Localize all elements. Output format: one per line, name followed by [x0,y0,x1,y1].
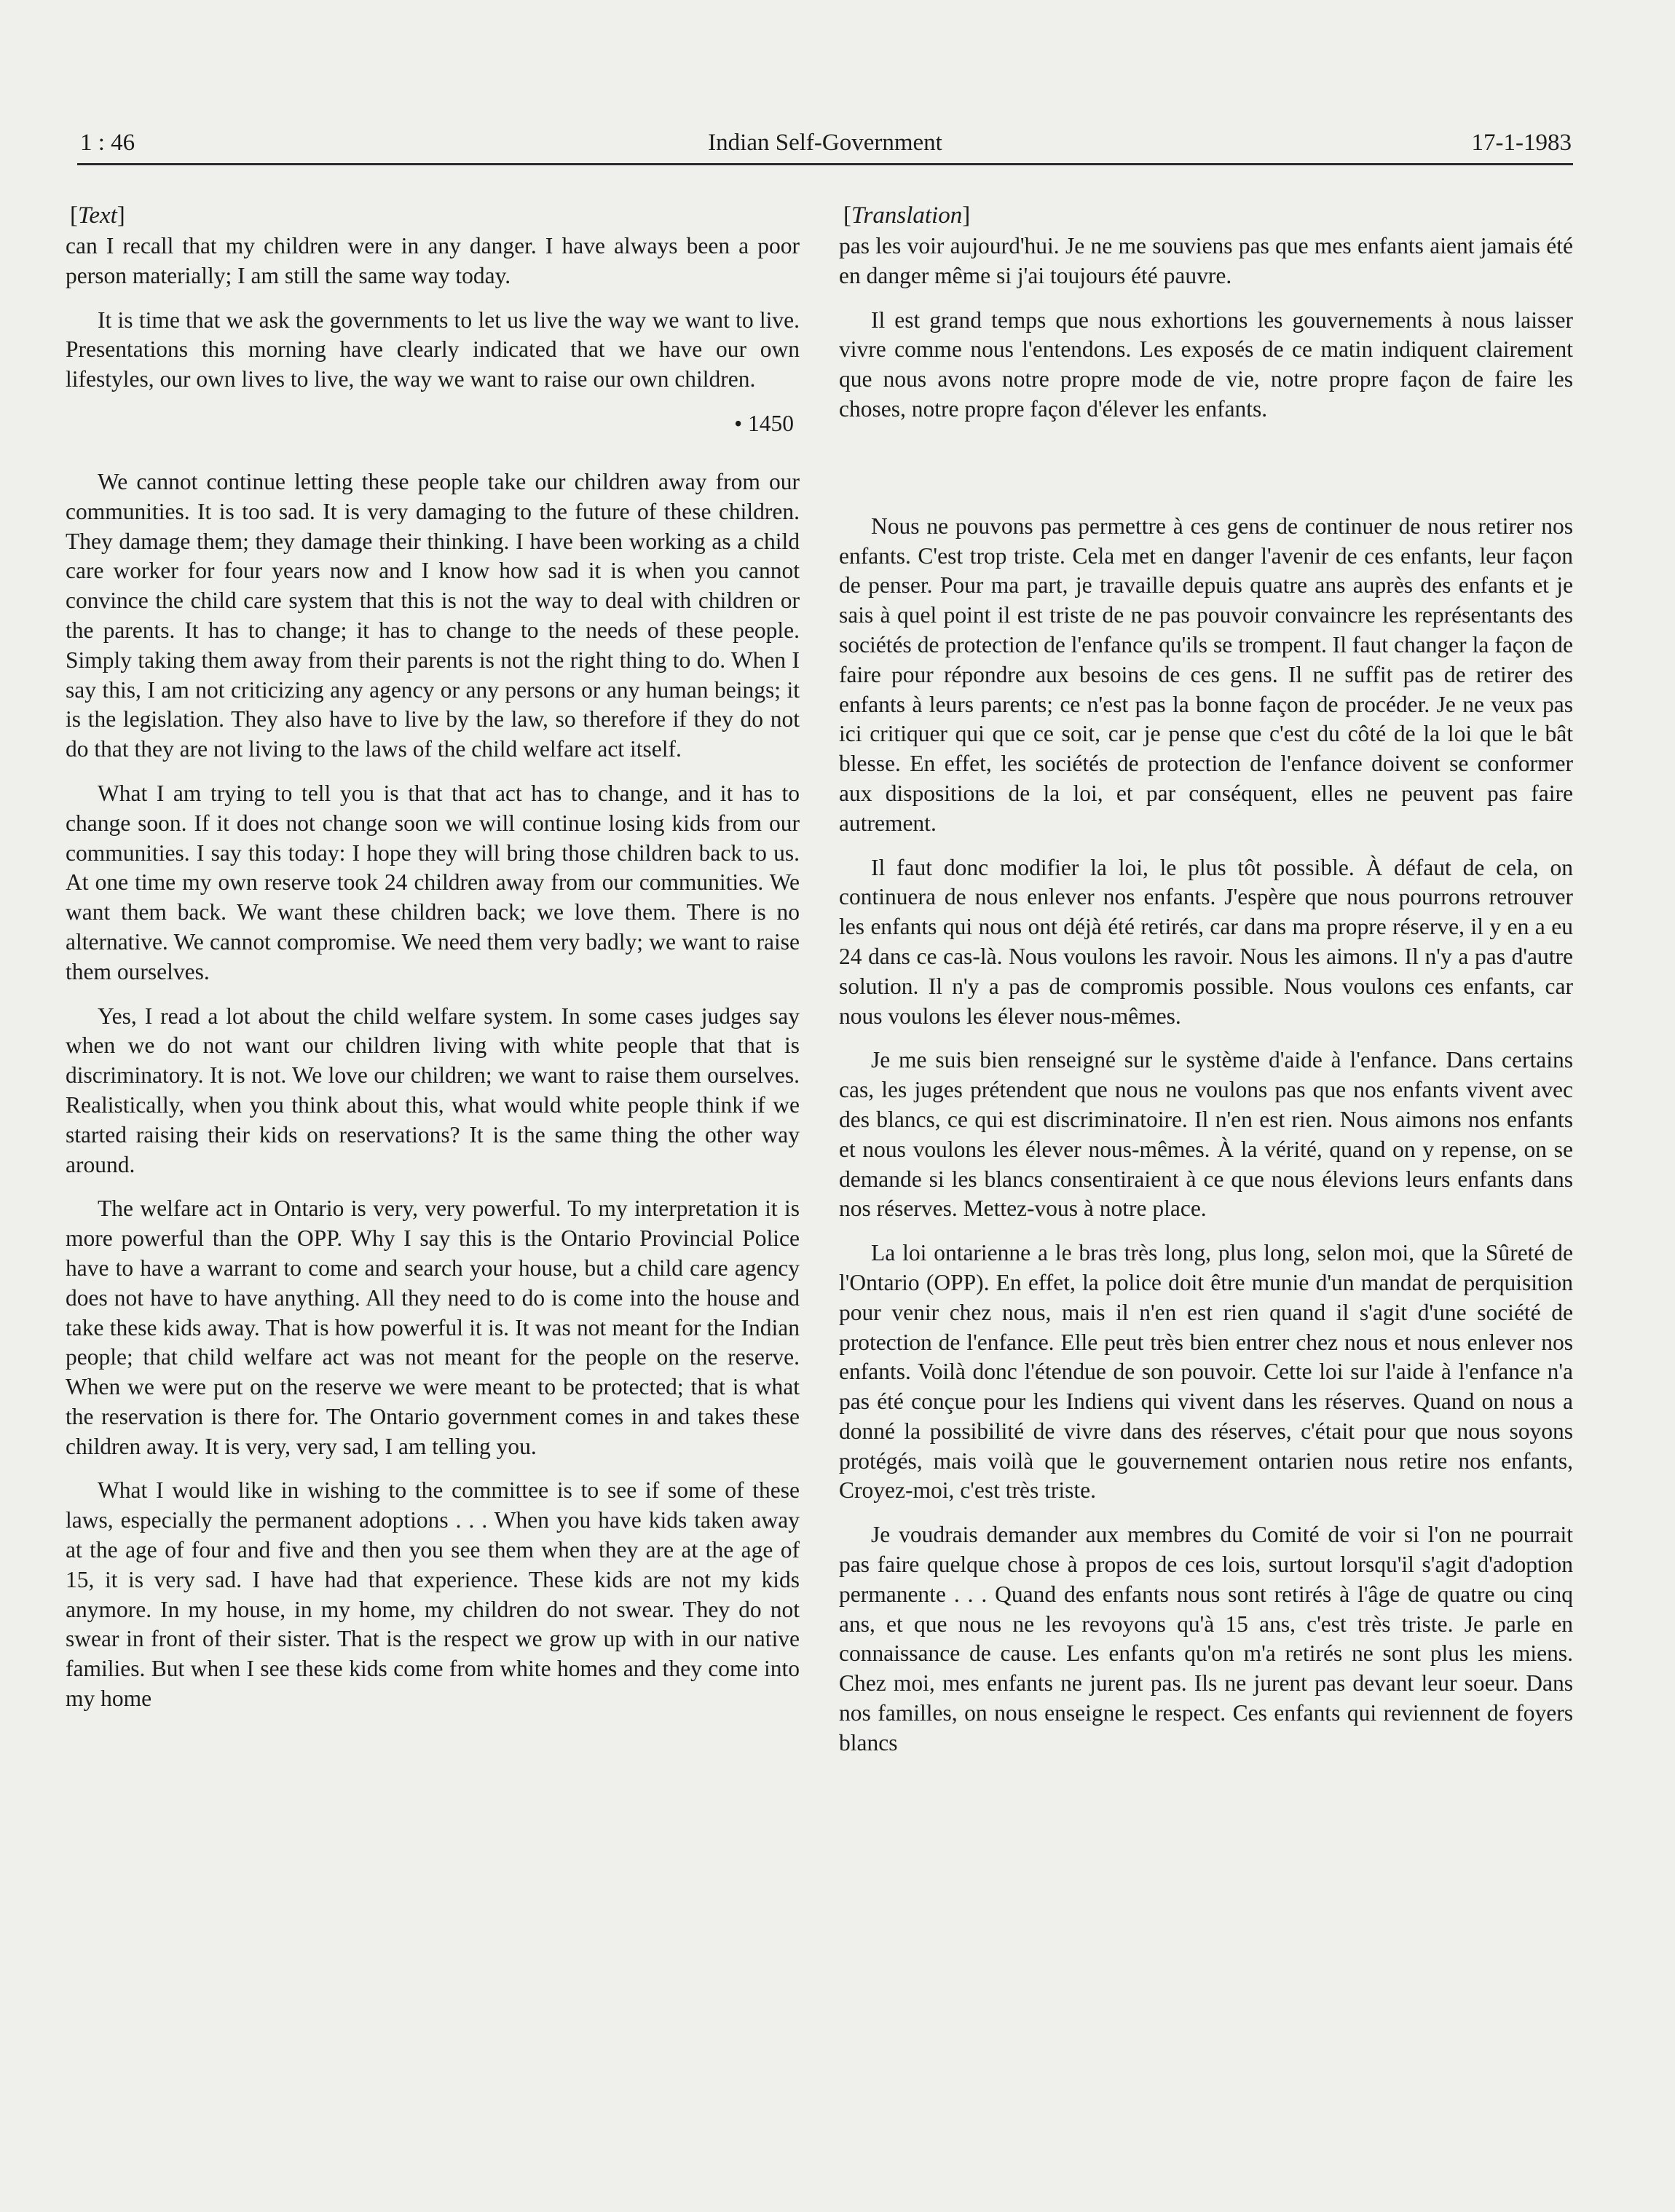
paragraph: La loi ontarienne a le bras très long, plus long, selon moi, que la Sûreté de l'Ontario (OPP). En effet, la police doit être munie d'un mandat de perquisition pour venir chez nous, mais il n'en est rien quand il s'agit d'une société de protection de l'enfance. Elle peut très bien entrer chez nous et nous enlever nos enfants. Voilà donc l'étendue de son pouvoir. Cette loi sur l'aide à l'enfance n'a pas été conçue pour les Indiens qui vivent dans les réserves. Quand on nous a donné la possibilité de vivre dans des réserves, c'était pour que nous soyons protégés, mais voilà que le gouvernement ontarien nous retire nos enfants, Croyez-moi, c'est très triste. [839,1240,1573,1504]
french-column [839,200,1573,1773]
text-label: [Text] [70,202,125,229]
paragraph: The welfare act in Ontario is very, very powerful. To my interpretation it is more powerful than the OPP. Why I say this is the Ontario Provincial Police have to have a warrant to come and search your house, but a child care agency does not have to have anything. All they need to do is come into the house and take these kids away. That is how powerful it is. It was not meant for the Indian people; that child welfare act was not meant for the people on the reserve. When we were put on the reserve we were meant to be protected; that is what the reservation is there for. The Ontario government comes in and takes these children away. It is very, very sad, I am telling you. [66,1196,800,1459]
page-number: 1 : 46 [80,130,135,156]
running-title: Indian Self-Government [708,130,942,156]
header-date: 17-1-1983 [1471,130,1572,156]
translation-label: [Translation] [843,202,971,229]
paragraph: pas les voir aujourd'hui. Je ne me souviens pas que mes enfants aient jamais été en danger même si j'ai toujours été pauvre. [839,233,1573,288]
paragraph: Nous ne pouvons pas permettre à ces gens de continuer de nous retirer nos enfants. C'est trop triste. Cela met en danger l'avenir de ces enfants, leur façon de penser. Pour ma part, je travaille depuis quatre ans auprès des enfants et je sais à quel point il est triste de ne pas pouvoir convaincre les représentants des sociétés de protection de l'enfance qu'ils se trompent. Il faut changer la façon de faire pour répondre aux besoins de ces gens. Il ne suffit pas de retirer des enfants à leurs parents; ce n'est pas la bonne façon de procéder. Je ne veux pas ici critiquer qui que ce soit, car je pense que c'est du côté de la loi que le bât blesse. En effet, les sociétés de protection de l'enfance doivent se conformer aux dispositions de la loi, et par conséquent, elles ne peuvent pas faire autrement. [839,513,1573,836]
english-column [66,200,800,1729]
paragraph: It is time that we ask the governments to let us live the way we want to live. Presentations this morning have clearly indicated that we have our own lifestyles, our own lives to live, the way we want to raise our own children. [66,307,800,392]
paragraph: Je me suis bien renseigné sur le système d'aide à l'enfance. Dans certains cas, les juges prétendent que nous ne voulons pas que nos enfants vivent avec des blancs, ce qui est discriminatoire. Il n'en est rien. Nous aimons nos enfants et nous voulons les élever nous-mêmes. À la vérité, quand on y repense, on se demande si les blancs consentiraient à ce que nous élevions leurs enfants dans nos réserves. Mettez-vous à notre place. [839,1047,1573,1222]
marker-spacer [839,439,1573,512]
paragraph: can I recall that my children were in any danger. I have always been a poor person materially; I am still the same way today. [66,233,800,288]
paragraph: Je voudrais demander aux membres du Comité de voir si l'on ne pourrait pas faire quelque chose à propos de ces lois, surtout lorsqu'il s'agit d'adoption permanente . . . Quand des enfants nous sont retirés à l'âge de quatre ou cinq ans, et que nous ne les revoyons qu'à 15 ans, c'est très triste. Je parle en connaissance de cause. Les enfants qu'on m'a retirés ne sont plus les miens. Chez moi, mes enfants ne jurent pas. Ils ne jurent pas devant leur soeur. Dans nos familles, on nous enseigne le respect. Ces enfants qui reviennent de foyers blancs [839,1522,1573,1755]
page-header [77,125,1573,165]
time-marker: • 1450 [734,410,794,436]
paragraph: We cannot continue letting these people take our children away from our communities. It is too sad. It is very damaging to the future of these children. They damage them; they damage their thinking. I have been working as a child care worker for four years now and I know how sad it is when you cannot convince the child care system that this is not the way to deal with children or the parents. It has to change; it has to change to the needs of these people. Simply taking them away from their parents is not the right thing to do. When I say this, I am not criticizing any agency or any persons or any human beings; it is the legislation. They also have to live by the law, so therefore if they do not do that they are not living to the laws of the child welfare act itself. [66,468,800,762]
paragraph: What I am trying to tell you is that that act has to change, and it has to change soon. If it does not change soon we will continue losing kids from our communities. I say this today: I hope they will bring those children back to us. At one time my own reserve took 24 children away from our communities. We want them back. We want these children back; we love them. There is no alternative. We cannot compromise. We need them very badly; we want to raise them ourselves. [66,780,800,984]
paragraph: What I would like in wishing to the committee is to see if some of these laws, especially the permanent adoptions . . . When you have kids taken away at the age of four and five and then you see them when they are at the age of 15, it is very sad. I have had that experience. These kids are not my kids anymore. In my house, in my home, my children do not swear. They do not swear in front of their sister. That is the respect we grow up with in our native families. But when I see these kids come from white homes and they come into my home [66,1477,800,1712]
paragraph: Il faut donc modifier la loi, le plus tôt possible. À défaut de cela, on continuera de nous enlever nos enfants. J'espère que nous pourrons retrouver les enfants qui nous ont déjà été retirés, car dans ma propre réserve, il y en a eu 24 dans ce cas-là. Nous voulons les ravoir. Nous les aimons. Il n'y a pas d'autre solution. Il n'y a pas de compromis possible. Nous voulons ces enfants, car nous voulons les élever nous-mêmes. [839,854,1573,1029]
paragraph: Yes, I read a lot about the child welfare system. In some cases judges say when we do not want our children living with white people that that is discriminatory. It is not. We love our children; we want to raise them ourselves. Realistically, when you think about this, what would white people think if we started raising their kids on reservations? It is the same thing the other way around. [66,1003,800,1177]
paragraph: Il est grand temps que nous exhortions les gouvernements à nous laisser vivre comme nous l'entendons. Les exposés de ce matin indiquent clairement que nous avons notre propre mode de vie, notre propre façon de faire les choses, notre propre façon d'élever les enfants. [839,307,1573,422]
